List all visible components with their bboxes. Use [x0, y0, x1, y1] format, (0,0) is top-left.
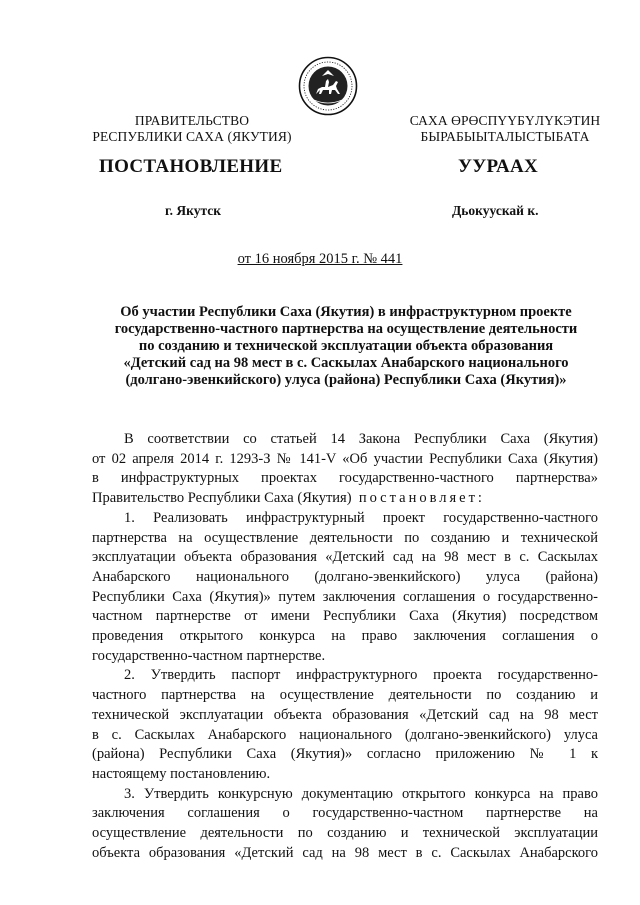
title-line: (долгано-эвенкийского) улуса (района) Республики Саха (Якутия)» [125, 372, 567, 388]
body-line-part: Правительство Республики Саха (Якутия) [92, 490, 352, 507]
body-line: 3. Утвердить конкурсную документацию открытого конкурса на право [124, 785, 598, 802]
body-line: 2. Утвердить паспорт инфраструктурного проекта государственно- [124, 667, 598, 684]
body-line: осуществление деятельности по созданию и технической эксплуатации [92, 825, 598, 842]
decree-heading-russian: ПОСТАНОВЛЕНИЕ [99, 156, 283, 177]
republic-emblem-icon [298, 56, 358, 116]
title-line: по созданию и технической эксплуатации объекта образования [138, 338, 554, 354]
body-line: частного партнерства на осуществление деятельности по созданию и [92, 687, 598, 704]
decree-heading-yakut: УУРААХ [458, 156, 539, 177]
gov-right-line-2: БЫРАБЫЫТАЛЫСТЫБАТА [420, 129, 590, 144]
city-russian: г. Якутск [165, 203, 222, 218]
body-line: заключения соглашения о государственно-частном партнерстве на [92, 805, 598, 822]
gov-left-line-2: РЕСПУБЛИКИ САХА (ЯКУТИЯ) [92, 129, 292, 144]
body-line: 1. Реализовать инфраструктурный проект государственно-частного [124, 509, 598, 526]
body-line: партнерства на осуществление деятельности по созданию и технической [92, 529, 598, 546]
title-line: «Детский сад на 98 мест в с. Саскылах Анабарского национального [123, 355, 569, 371]
decree-date-text: от 16 ноября 2015 г. № 441 [237, 251, 403, 267]
decree-title [96, 304, 596, 389]
body-line: государственно-частном партнерстве. [92, 647, 326, 664]
body-line: эксплуатации объекта образования «Детский сад на 98 мест в с. Саскылах [92, 549, 598, 566]
body-line: в с. Саскылах Анабарского национального (долгано-эвенкийского) улуса [92, 726, 598, 743]
gov-right-line-1: САХА ӨРӨСПҮҮБҮЛҮКЭТИН [409, 113, 601, 128]
decree-date-number [0, 251, 640, 268]
government-name-yakut [395, 113, 615, 145]
decree-body [92, 430, 598, 863]
body-line: В соответствии со статьей 14 Закона Республики Саха (Якутия) [124, 431, 598, 447]
body-line: в инфраструктурных проектах государственно-частного партнерства» [92, 470, 598, 487]
body-line: технической эксплуатации объекта образования «Детский сад на 98 мест [92, 706, 598, 723]
government-name-russian [82, 113, 302, 145]
body-line: Анабарского национального (долгано-эвенкийского) улуса (района) [92, 568, 598, 585]
body-line: от 02 апреля 2014 г. 1293-З № 141-V «Об участии Республики Саха (Якутия) [92, 450, 598, 467]
body-line: Республики Саха (Якутия)» путем заключения соглашения о государственно- [92, 588, 598, 605]
body-line: проведения открытого конкурса на право заключения соглашения о [92, 628, 598, 645]
body-line: настоящему постановлению. [92, 765, 271, 782]
body-line: частном партнерстве от имени Республики Саха (Якутия) посредством [92, 608, 598, 625]
body-line [92, 489, 598, 509]
body-line-keyword: постановляет: [358, 490, 485, 507]
body-line: объекта образования «Детский сад на 98 мест в с. Саскылах Анабарского [92, 844, 598, 861]
title-line: государственно-частного партнерства на осуществление деятельности [114, 321, 578, 337]
city-yakut: Дьокуускай к. [452, 203, 539, 218]
title-line: Об участии Республики Саха (Якутия) в инфраструктурном проекте [120, 304, 572, 320]
body-line: (района) Республики Саха (Якутия)» согласно приложению № 1 к [92, 746, 598, 763]
gov-left-line-1: ПРАВИТЕЛЬСТВО [134, 113, 250, 128]
